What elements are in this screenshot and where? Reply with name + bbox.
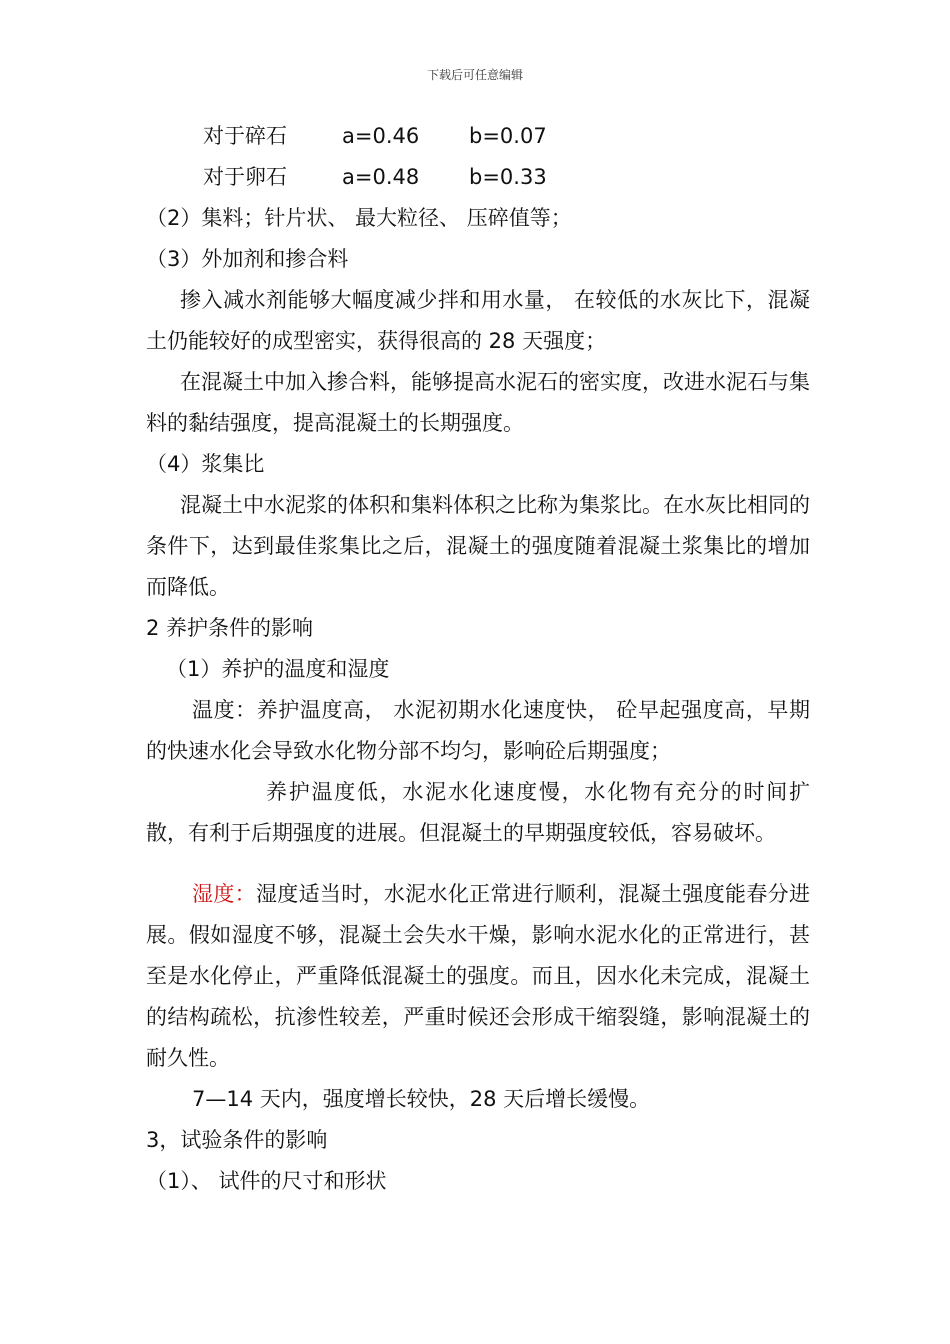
document-body: [146, 116, 810, 1202]
paragraph-mineral-admixture: 在混凝土中加入掺合料，能够提高水泥石的密实度，改进水泥石与集料的黏结强度，提高混凝土的长期强度。: [146, 370, 810, 435]
spacer: [146, 854, 810, 874]
material-label: 对于碎石: [203, 124, 287, 148]
humidity-text: 湿度适当时，水泥水化正常进行顺利，混凝土强度能春分进展。假如湿度不够，混凝土会失水干燥，影响水泥水化的正常进行，甚至是水化停止，严重降低混凝土的强度。而且，因水化未完成，混凝土的结构疏松，抗渗性较差，严重时候还会形成干缩裂缝，影响混凝土的耐久性。: [146, 882, 811, 1070]
section-aggregate: （2）集料；针片状、 最大粒径、 压碎值等；: [146, 206, 572, 230]
humidity-label: 湿度：: [192, 882, 256, 906]
coefficient-a: a=0.48: [342, 165, 420, 189]
section-admixture: （3）外加剂和掺合料: [146, 247, 349, 271]
paragraph-temperature-low: 养护温度低，水泥水化速度慢，水化物有充分的时间扩散，有利于后期强度的进展。但混凝土的早期强度较低，容易破坏。: [146, 780, 810, 845]
heading-curing-conditions: 2 养护条件的影响: [146, 616, 314, 640]
paragraph-humidity: [146, 874, 810, 1079]
coefficient-b: b=0.33: [469, 165, 547, 189]
paragraph-water-reducer: 掺入减水剂能够大幅度减少拌和用水量， 在较低的水灰比下，混凝土仍能较好的成型密实，获得很高的 28 天强度；: [146, 288, 810, 353]
paragraph-paste-aggregate-ratio: 混凝土中水泥浆的体积和集料体积之比称为集浆比。在水灰比相同的条件下，达到最佳浆集比之后，混凝土的强度随着混凝土浆集比的增加而降低。: [146, 493, 810, 599]
subheading-temperature-humidity: （1）养护的温度和湿度: [166, 657, 390, 681]
coefficient-b: b=0.07: [469, 124, 547, 148]
page-header: 下载后可任意编辑: [426, 68, 523, 82]
temperature-label: 温度：: [192, 698, 257, 722]
coefficient-row-crushed-stone: [146, 116, 810, 157]
subheading-specimen-size-shape: （1）、 试件的尺寸和形状: [146, 1169, 387, 1193]
material-label: 对于卵石: [203, 165, 287, 189]
temperature-text: 养护温度高， 水泥初期水化速度快， 砼早起强度高，早期的快速水化会导致水化物分部不均匀，影响砼后期强度；: [146, 698, 811, 763]
section-paste-aggregate-ratio: （4）浆集比: [146, 452, 265, 476]
coefficient-a: a=0.46: [342, 124, 420, 148]
heading-test-conditions: 3，试验条件的影响: [146, 1128, 328, 1152]
paragraph-strength-growth: 7—14 天内，强度增长较快，28 天后增长缓慢。: [192, 1087, 651, 1111]
paragraph-temperature-high: [146, 690, 810, 772]
coefficient-row-pebble: [146, 157, 810, 198]
